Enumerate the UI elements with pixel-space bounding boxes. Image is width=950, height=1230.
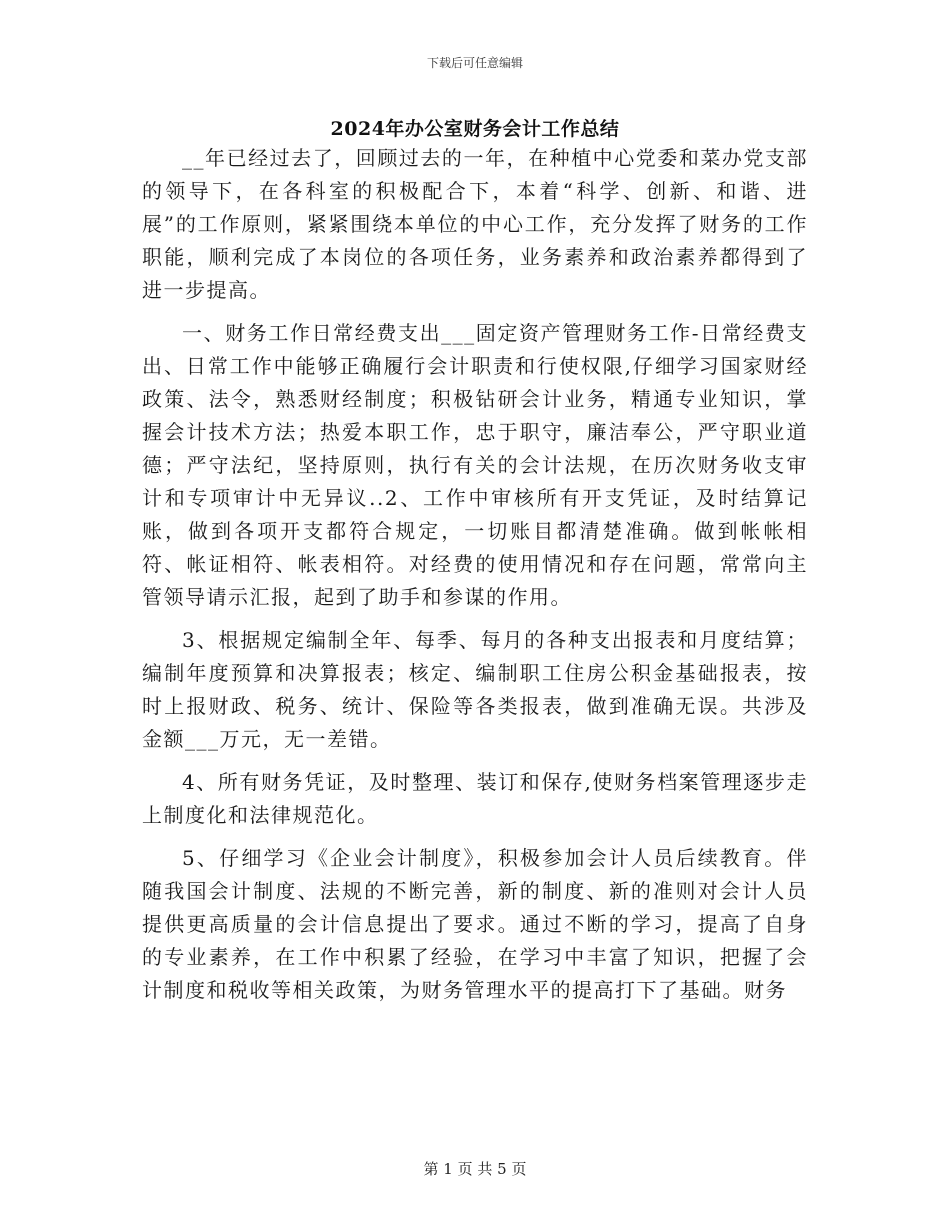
paragraph-section-4: 4、所有财务凭证，及时整理、装订和保存,使财务档案管理逐步走上制度化和法律规范化。 [142,770,808,827]
header-note: 下载后可任意编辑 [426,56,523,70]
paragraph-intro: __年已经过去了，回顾过去的一年，在种植中心党委和菜办党支部的领导下，在各科室的积极配合下，本着“科学、创新、和谐、进展”的工作原则，紧紧围绕本单位的中心工作，充分发挥了财务的工作职能，顺利完成了本岗位的各项任务，业务素养和政治素养都得到了进一步提高。 [142,146,808,302]
paragraph-section-3: 3、根据规定编制全年、每季、每月的各种支出报表和月度结算；编制年度预算和决算报表；核定、编制职工住房公积金基础报表，按时上报财政、税务、统计、保险等各类报表，做到准确无误。共涉及金额___万元，无一差错。 [142,628,808,751]
paragraph-section-1: 一、财务工作日常经费支出___固定资产管理财务工作-日常经费支出、日常工作中能够正确履行会计职责和行使权限,仔细学习国家财经政策、法令，熟悉财经制度；积极钻研会计业务，精通专业知识，掌握会计技术方法；热爱本职工作，忠于职守，廉洁奉公，严守职业道德；严守法纪，坚持原则，执行有关的会计法规，在历次财务收支审计和专项审计中无异议..2、工作中审核所有开支凭证，及时结算记账，做到各项开支都符合规定，一切账目都清楚准确。做到帐帐相符、帐证相符、帐表相符。对经费的使用情况和存在问题，常常向主管领导请示汇报，起到了助手和参谋的作用。 [142,321,808,609]
document-title: 2024年办公室财务会计工作总结 [330,118,620,140]
page-number: 第 1 页 共 5 页 [423,1160,527,1178]
document-body [142,142,808,1017]
paragraph-section-5: 5、仔细学习《企业会计制度》，积极参加会计人员后续教育。伴随我国会计制度、法规的不断完善，新的制度、新的准则对会计人员提供更高质量的会计信息提出了要求。通过不断的学习，提高了自身的专业素养，在工作中积累了经验，在学习中丰富了知识，把握了会计制度和税收等相关政策，为财务管理水平的提高打下了基础。财务 [142,846,808,1002]
